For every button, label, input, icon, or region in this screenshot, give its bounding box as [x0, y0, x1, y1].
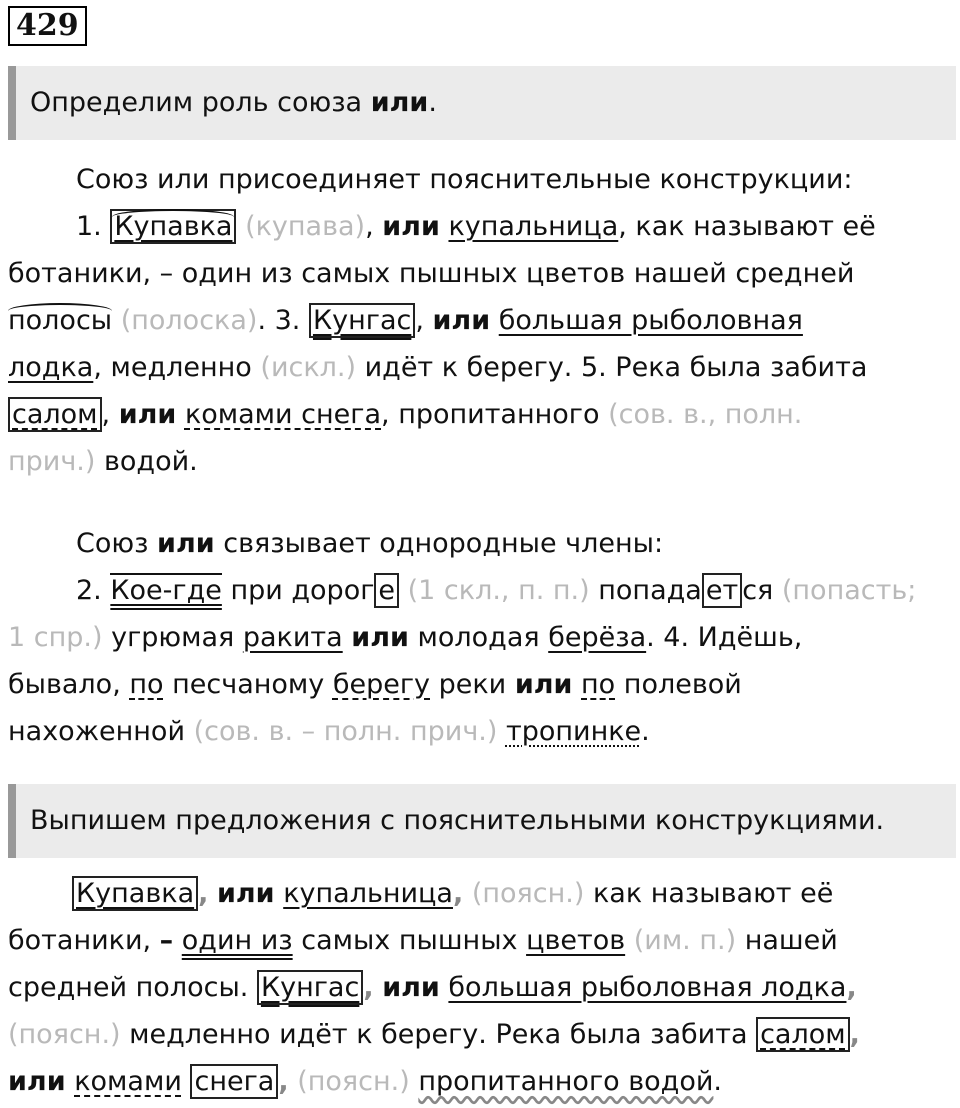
note: прич.): [8, 446, 96, 477]
p3-line-4: [8, 1011, 952, 1058]
p2-intro: [8, 520, 952, 567]
conj-ili: или: [8, 1066, 66, 1097]
note: (поясн.): [8, 1019, 121, 1050]
word-kupalnitsa: купальница: [283, 878, 453, 909]
t: молодая: [408, 622, 549, 653]
word-tropinke: тропинке: [505, 716, 642, 747]
t: угрюмая: [102, 622, 243, 653]
word-koe-gde: Кое-где: [110, 575, 222, 606]
p1-intro: Союз или присоединяет пояснительные конструкции:: [76, 164, 853, 195]
t: , пропитанного: [381, 399, 609, 430]
p3-line-2: [8, 917, 952, 964]
conj-ili: или: [118, 399, 177, 430]
t: .: [641, 716, 650, 747]
p3-line-5: [8, 1058, 952, 1105]
paragraph-1: [8, 156, 952, 485]
conj-ili: или: [382, 211, 440, 242]
word-rakita: ракита: [242, 622, 343, 653]
t: при дорог: [221, 575, 375, 606]
conj-ili: или: [351, 622, 409, 653]
t: медленно идёт к берегу. Река была забита: [120, 1019, 757, 1050]
p2-line-1: [8, 567, 952, 614]
p1-line-6: [8, 438, 952, 485]
t: нахоженной: [8, 716, 194, 747]
p1-line-2: ботаники, – один из самых пышных цветов нашей средней: [8, 258, 855, 289]
comma: ,: [278, 1066, 289, 1097]
word-kupavka: Купавка: [110, 209, 236, 244]
note: (полоска): [120, 305, 258, 336]
word-kungas: Кунгас: [309, 303, 415, 338]
note: (им. п.): [633, 925, 737, 956]
t: , медленно: [93, 352, 261, 383]
note: (поясн.): [297, 1066, 410, 1097]
word-beregu: берегу: [332, 669, 431, 700]
word-odin-iz: один из: [181, 925, 293, 956]
word-lodka: большая рыболовная: [498, 305, 803, 336]
word-po-2: по: [581, 669, 616, 700]
t: попада: [589, 575, 702, 606]
t: ,: [101, 399, 119, 430]
p3-line-3: [8, 964, 952, 1011]
p1-line-1: [8, 203, 952, 250]
ending-et: ет: [702, 573, 742, 608]
conj-ili: или: [216, 878, 275, 909]
p2-line-4: [8, 708, 952, 755]
word-lodka-2: лодка: [8, 352, 94, 383]
t: реки: [430, 669, 515, 700]
comma: ,: [849, 1019, 860, 1050]
t: бывало,: [8, 669, 130, 700]
t: связывает однородные члены:: [214, 528, 664, 559]
word-bereza: берёза: [548, 622, 647, 653]
conj-ili: или: [432, 305, 491, 336]
t: полевой: [615, 669, 742, 700]
p1-line-4: [8, 344, 952, 391]
p3-line-1: [8, 870, 952, 917]
t: ся: [742, 575, 782, 606]
word-po: по: [129, 669, 164, 700]
p2-line-3: [8, 661, 952, 708]
t: средней полосы.: [8, 972, 257, 1003]
task-number: 429: [8, 6, 87, 46]
t: нашей: [736, 925, 838, 956]
comma: ,: [198, 878, 209, 909]
note: (сов. в. – полн. прич.): [193, 716, 498, 747]
note: 1 спр.): [8, 622, 103, 653]
t: идёт к берегу. 5. Река была забита: [356, 352, 868, 383]
t: 2.: [76, 575, 111, 606]
t: самых пышных: [292, 925, 527, 956]
p1-line-5: [8, 391, 952, 438]
t: песчаному: [163, 669, 333, 700]
comma: ,: [363, 972, 374, 1003]
note: (поясн.): [471, 878, 585, 909]
t: Союз: [76, 528, 158, 559]
word-snega: снега: [190, 1064, 278, 1099]
note: (купава): [245, 211, 366, 242]
heading-end: .: [428, 87, 437, 118]
conj-ili: или: [514, 669, 573, 700]
t: [497, 716, 506, 747]
dash: –: [159, 925, 174, 956]
t: водой.: [95, 446, 198, 477]
t: . 3.: [257, 305, 309, 336]
word-kupavka: Купавка: [72, 876, 198, 911]
word-salom: салом: [8, 397, 102, 432]
t: ,: [415, 305, 433, 336]
note: (попасть;: [781, 575, 917, 606]
t: .: [713, 1066, 722, 1097]
t: ,: [365, 211, 383, 242]
ending-e: е: [374, 573, 399, 608]
word-kungas: Кунгас: [257, 970, 363, 1005]
heading-text: Определим роль союза: [30, 87, 371, 118]
word-komami: комами: [74, 1066, 182, 1097]
conj-ili: или: [157, 528, 215, 559]
paragraph-3: [8, 870, 952, 1105]
word-propitannogo: пропитанного водой: [418, 1066, 714, 1097]
t: 1.: [76, 211, 111, 242]
t: . 4. Идёшь,: [646, 622, 803, 653]
word-salom: салом: [756, 1017, 850, 1052]
t: как называют её: [584, 878, 834, 909]
word-lodka: большая рыболовная лодка: [448, 972, 847, 1003]
note: (сов. в., полн.: [608, 399, 803, 430]
t: ботаники,: [8, 925, 160, 956]
word-polosy: полосы: [8, 305, 113, 336]
word-kupalnitsa: купальница: [448, 211, 619, 242]
note: (1 скл., п. п.): [407, 575, 590, 606]
section-heading-1: [8, 66, 956, 140]
word-tsvetov: цветов: [526, 925, 626, 956]
conj-ili: или: [382, 972, 440, 1003]
t: , как называют её: [618, 211, 876, 242]
heading-bold: или: [370, 87, 429, 118]
p1-line-3: [8, 297, 952, 344]
note: (искл.): [260, 352, 357, 383]
word-komami: комами снега: [184, 399, 382, 430]
comma: ,: [846, 972, 857, 1003]
p2-line-2: [8, 614, 952, 661]
comma: ,: [452, 878, 464, 909]
section-heading-2: Выпишем предложения с пояснительными конструкциями.: [8, 784, 956, 858]
paragraph-2: [8, 520, 952, 755]
